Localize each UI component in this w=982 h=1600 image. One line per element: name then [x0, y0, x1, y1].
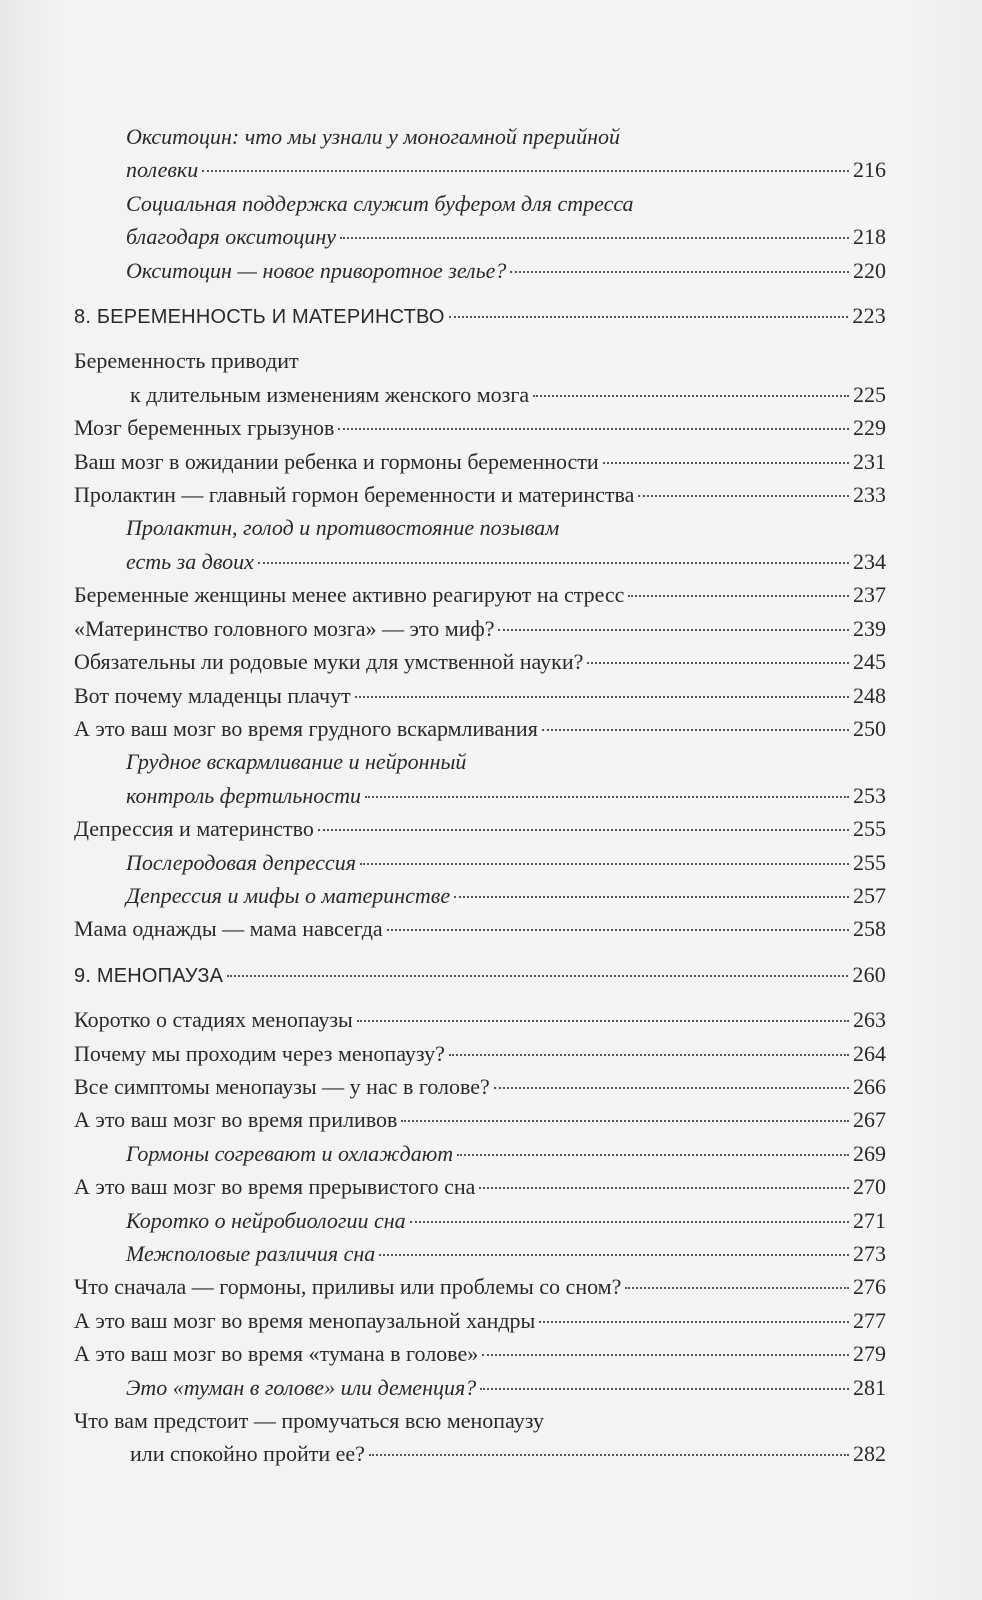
toc-entry-leader-row [126, 1204, 886, 1237]
dot-leader [365, 796, 849, 798]
toc-entry-title: есть за двоих [126, 548, 254, 574]
dot-leader [482, 1354, 849, 1356]
toc-entry-leader-row [74, 912, 886, 945]
page-number: 269 [853, 1140, 886, 1166]
toc-subentry [74, 511, 886, 578]
toc-entry-leader-row [126, 1137, 886, 1170]
page-number: 220 [853, 257, 886, 283]
dot-leader [603, 462, 849, 464]
toc-subentry [74, 1237, 886, 1270]
toc-entry-title-line: Социальная поддержка служит буфером для стресса [126, 190, 634, 216]
page-number: 279 [853, 1341, 886, 1367]
toc-entry-title: Коротко о нейробиологии сна [126, 1207, 406, 1233]
toc-entry [74, 1003, 886, 1036]
toc-entry-title: Вот почему младенцы плачут [74, 682, 351, 708]
dot-leader [379, 1254, 849, 1256]
toc-entry-title-line: Окситоцин: что мы узнали у моногамной прерийной [126, 124, 621, 149]
page-number: 233 [853, 482, 886, 508]
toc-entry-title: Почему мы проходим через менопаузу? [74, 1040, 445, 1066]
page-number: 273 [853, 1241, 886, 1266]
toc-entry-title: Что сначала — гормоны, приливы или проблемы со сном? [74, 1274, 622, 1300]
dot-leader [625, 1287, 849, 1289]
toc-entry-title: Межполовые различия сна [126, 1241, 376, 1266]
dot-leader [387, 929, 849, 931]
page-number: 216 [853, 157, 886, 183]
page-number: 250 [853, 715, 886, 741]
page-number: 264 [853, 1040, 886, 1066]
toc-entry-title: 8. БЕРЕМЕННОСТЬ И МАТЕРИНСТВО [74, 306, 445, 329]
dot-leader [638, 495, 849, 497]
toc-entry [74, 578, 886, 611]
toc-entry-title: Обязательны ли родовые муки для умственной науки? [74, 649, 584, 675]
toc-entry [74, 612, 886, 645]
toc-entry-title: Гормоны согревают и охлаждают [126, 1140, 454, 1166]
toc-entry-title: Пролактин — главный гормон беременности и материнства [74, 482, 635, 508]
toc-entry-leader-row [126, 1371, 886, 1404]
page-number: 239 [853, 615, 886, 641]
toc-entry-title: Все симптомы менопаузы — у нас в голове? [74, 1073, 490, 1099]
page-number: 245 [853, 649, 886, 675]
toc-entry-leader-row [74, 812, 886, 845]
toc-entry-title: или спокойно пройти ее? [130, 1441, 365, 1467]
page-number: 255 [853, 849, 886, 875]
toc-entry-title: А это ваш мозг во время прерывистого сна [74, 1174, 476, 1200]
toc-entry-title: «Материнство головного мозга» — это миф? [74, 615, 495, 641]
dot-leader [340, 237, 849, 239]
toc-entry-title: Депрессия и мифы о материнстве [126, 882, 451, 908]
toc-entry-leader-row [74, 679, 886, 712]
toc-entry-title: А это ваш мозг во время «тумана в голове» [74, 1341, 479, 1367]
dot-leader [480, 1388, 849, 1390]
dot-leader [227, 975, 848, 977]
toc-entry [74, 812, 886, 845]
page-number: 277 [853, 1307, 886, 1333]
toc-entry-leader-row [74, 411, 886, 444]
toc-subentry [74, 1371, 886, 1404]
toc-entry-title: контроль фертильности [126, 782, 361, 808]
toc-entry-leader-row [126, 846, 886, 879]
toc-entry-title: Коротко о стадиях менопаузы [74, 1007, 353, 1033]
toc-entry-title: Послеродовая депрессия [126, 849, 356, 875]
page-number: 234 [853, 548, 886, 574]
toc-entry-leader-row [74, 1437, 886, 1470]
toc-entry-title: Ваш мозг в ожидании ребенка и гормоны беременности [74, 448, 599, 474]
toc-entry-leader-row [126, 1237, 886, 1270]
toc-entry-leader-row [74, 478, 886, 511]
toc-entry-title: благодаря окситоцину [126, 224, 337, 250]
table-of-contents [74, 120, 886, 1471]
toc-entry-leader-row [74, 1103, 886, 1136]
toc-entry-leader-row [126, 220, 886, 253]
dot-leader [510, 271, 849, 273]
page-number: 282 [853, 1441, 886, 1467]
dot-leader [533, 395, 849, 397]
toc-entry-leader-row [74, 1270, 886, 1303]
page-number: 229 [853, 415, 886, 441]
toc-entry-title: А это ваш мозг во время приливов [74, 1107, 398, 1133]
toc-entry-leader-row [74, 712, 886, 745]
toc-entry-leader-row [126, 254, 886, 287]
toc-entry-title: А это ваш мозг во время грудного вскармливания [74, 715, 538, 741]
page-number: 270 [853, 1174, 886, 1200]
toc-entry-title: Беременные женщины менее активно реагируют на стресс [74, 582, 625, 608]
toc-entry-title: Это «туман в голове» или деменция? [126, 1374, 477, 1400]
dot-leader [401, 1120, 849, 1122]
dot-leader [479, 1187, 849, 1189]
toc-entry-leader-row [74, 1337, 886, 1370]
toc-entry-title-line: Пролактин, голод и противостояние позывам [126, 515, 560, 541]
page-number: 281 [853, 1374, 886, 1400]
toc-entry [74, 478, 886, 511]
toc-entry-title-line: Что вам предстоит — промучаться всю менопаузу [74, 1408, 544, 1434]
toc-entry-leader-row [126, 545, 886, 578]
toc-entry-leader-row [74, 1170, 886, 1203]
toc-subentry [74, 120, 886, 187]
page-number: 271 [853, 1207, 886, 1233]
dot-leader [369, 1454, 849, 1456]
toc-entry [74, 712, 886, 745]
page-number: 237 [853, 582, 886, 608]
dot-leader [355, 696, 849, 698]
toc-subentry [74, 745, 886, 812]
toc-entry [74, 1170, 886, 1203]
dot-leader [498, 629, 849, 631]
toc-subentry [74, 1204, 886, 1237]
toc-entry [74, 912, 886, 945]
toc-entry-title: А это ваш мозг во время менопаузальной хандры [74, 1307, 536, 1333]
toc-subentry [74, 879, 886, 912]
toc-entry-title: Депрессия и материнство [74, 816, 314, 842]
toc-subentry [74, 254, 886, 287]
toc-entry-leader-row [74, 1003, 886, 1036]
toc-entry [74, 1070, 886, 1103]
toc-entry-leader-row [74, 378, 886, 411]
dot-leader [587, 662, 849, 664]
page-number: 231 [853, 448, 886, 474]
toc-entry [74, 1404, 886, 1471]
toc-subentry [74, 187, 886, 254]
toc-entry-leader-row [74, 1304, 886, 1337]
toc-entry [74, 1337, 886, 1370]
page-number: 263 [853, 1007, 886, 1033]
page-number: 218 [853, 224, 886, 250]
dot-leader [318, 829, 849, 831]
toc-subentry [74, 1137, 886, 1170]
page-number: 276 [853, 1274, 886, 1300]
toc-entry-leader-row [126, 779, 886, 812]
toc-entry-leader-row [74, 645, 886, 678]
toc-entry-leader-row [74, 612, 886, 645]
toc-entry-title: 9. МЕНОПАУЗА [74, 964, 224, 987]
toc-entry-title: Окситоцин — новое приворотное зелье? [126, 257, 507, 283]
toc-entry-leader-row [74, 1070, 886, 1103]
page-number: 266 [853, 1073, 886, 1099]
toc-entry-title: Мама однажды — мама навсегда [74, 916, 383, 942]
page-number: 260 [852, 961, 886, 987]
dot-leader [410, 1221, 849, 1223]
dot-leader [360, 863, 849, 865]
page-number: 248 [853, 682, 886, 708]
toc-entry-leader-row [74, 958, 886, 993]
toc-entry [74, 1103, 886, 1136]
page-number: 225 [853, 381, 886, 407]
toc-entry [74, 1270, 886, 1303]
dot-leader [202, 170, 849, 172]
toc-entry-leader-row [74, 1037, 886, 1070]
page-number: 223 [852, 303, 886, 329]
toc-entry-title: полевки [126, 157, 199, 183]
toc-entry [74, 344, 886, 411]
dot-leader [542, 729, 849, 731]
dot-leader [338, 428, 849, 430]
dot-leader [449, 316, 849, 318]
toc-subentry [74, 846, 886, 879]
dot-leader [628, 595, 849, 597]
page-number: 258 [853, 916, 886, 942]
toc-entry [74, 445, 886, 478]
dot-leader [258, 562, 849, 564]
page-number: 255 [853, 816, 886, 842]
toc-entry-leader-row [126, 879, 886, 912]
page-number: 253 [853, 782, 886, 808]
dot-leader [449, 1054, 849, 1056]
toc-entry-leader-row [74, 299, 886, 334]
dot-leader [457, 1154, 849, 1156]
toc-entry [74, 411, 886, 444]
toc-chapter-heading [74, 958, 886, 993]
toc-entry-leader-row [74, 578, 886, 611]
page-number: 257 [853, 882, 886, 908]
toc-entry [74, 1037, 886, 1070]
toc-entry [74, 679, 886, 712]
dot-leader [494, 1087, 849, 1089]
page-number: 267 [853, 1107, 886, 1133]
toc-entry [74, 1304, 886, 1337]
dot-leader [539, 1321, 849, 1323]
toc-entry-leader-row [74, 445, 886, 478]
toc-entry-title: к длительным изменениям женского мозга [130, 381, 530, 407]
toc-entry-title-line: Беременность приводит [74, 348, 299, 374]
dot-leader [454, 896, 849, 898]
toc-entry-title: Мозг беременных грызунов [74, 415, 335, 441]
dot-leader [357, 1020, 849, 1022]
toc-chapter-heading [74, 299, 886, 334]
toc-entry-leader-row [126, 153, 886, 186]
toc-entry [74, 645, 886, 678]
toc-entry-title-line: Грудное вскармливание и нейронный [126, 749, 467, 775]
